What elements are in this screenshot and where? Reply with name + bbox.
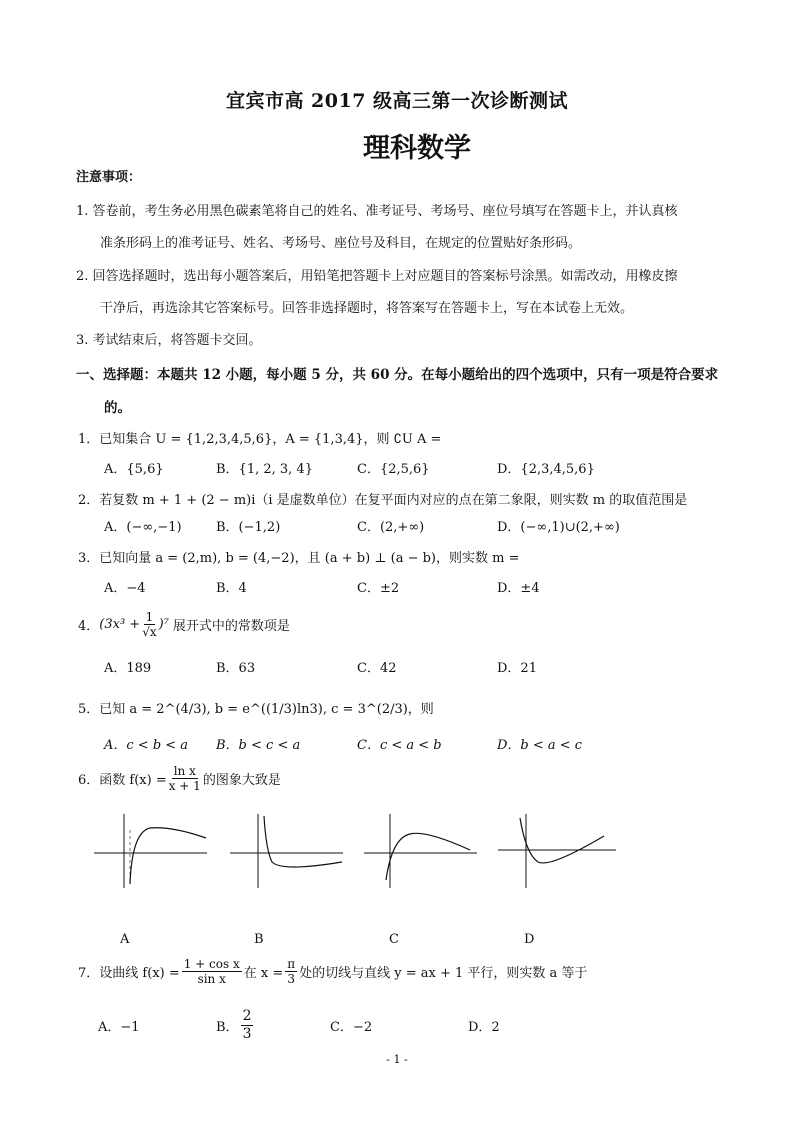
question-7-stem	[78, 957, 587, 986]
q7-suffix: 处的切线与直线 y = ax + 1 平行，则实数 a 等于	[299, 966, 588, 981]
graph-a	[92, 810, 212, 890]
q5-option-d: D．b < a < c	[497, 738, 583, 753]
q7-fraction	[182, 957, 242, 986]
q7-option-d: D．2	[468, 1020, 500, 1035]
q3-option-a: A．−4	[104, 581, 146, 596]
q2-option-b: B．(−1,2)	[216, 520, 281, 535]
q2-option-c: C．(2,+∞)	[357, 520, 425, 535]
q2-option-d: D．(−∞,1)∪(2,+∞)	[497, 520, 620, 535]
q4-expr-right: )⁷	[158, 617, 169, 632]
question-2-stem: 2．若复数 m + 1 + (2 − m)i（i 是虚数单位）在复平面内对应的点在第二象限，则实数 m 的取值范围是	[78, 493, 688, 508]
question-4-stem	[78, 610, 290, 639]
graph-label-b: B	[254, 932, 264, 947]
q7-prefix: 7．设曲线 f(x) =	[78, 966, 180, 981]
question-1-stem: 1．已知集合 U = {1,2,3,4,5,6}，A = {1,3,4}，则 ∁U A =	[78, 432, 442, 447]
q7-option-b-den: 3	[242, 1026, 252, 1042]
q7-frac2-num: π	[287, 957, 296, 971]
graph-c-curve	[386, 833, 470, 880]
q4-option-a: A．189	[104, 661, 152, 676]
q7-option-c: C．−2	[330, 1020, 373, 1035]
q7-frac-num: 1 + cos x	[183, 957, 240, 971]
q1-option-d: D．{2,3,4,5,6}	[497, 462, 595, 477]
question-6-stem	[78, 764, 281, 793]
graph-c	[362, 810, 482, 890]
q7-option-b-label: B．	[216, 1020, 239, 1035]
q6-frac-num: ln x	[173, 764, 196, 778]
q4-option-d: D．21	[497, 661, 537, 676]
notice-heading: 注意事项：	[76, 170, 142, 185]
graph-label-d: D	[524, 932, 535, 947]
q5-option-a: A．c < b < a	[104, 738, 189, 753]
q4-fraction	[142, 610, 156, 639]
q1-option-a: A．{5,6}	[104, 462, 164, 477]
q4-option-c: C．42	[357, 661, 397, 676]
q6-suffix: 的图象大致是	[202, 773, 281, 788]
exam-subject: 理科数学	[363, 133, 471, 164]
q7-frac2-den: 3	[287, 972, 295, 986]
q3-option-b: B．4	[216, 581, 247, 596]
section-heading-line1: 一、选择题：本题共 12 小题，每小题 5 分，共 60 分。在每小题给出的四个选项中，只有一项是符合要求	[76, 367, 719, 383]
notice-item-2-line2: 干净后，再选涂其它答案标号。回答非选择题时，将答案写在答题卡上，写在本试卷上无效。	[100, 301, 634, 316]
q6-frac-den: x + 1	[168, 779, 201, 793]
q7-frac-den: sin x	[197, 972, 226, 986]
q7-option-b	[216, 1008, 255, 1043]
graph-label-a: A	[120, 932, 130, 947]
notice-item-1-line1: 1. 答卷前，考生务必用黑色碳素笔将自己的姓名、准考证号、考场号、座位号填写在答题卡上，并认真核	[76, 204, 678, 219]
q4-frac-num: 1	[145, 610, 154, 624]
q7-option-b-fraction	[241, 1008, 254, 1043]
q6-fraction	[169, 764, 201, 793]
question-3-stem: 3．已知向量 a = (2,m), b = (4,−2)，且 (a + b) ⊥ (a − b)，则实数 m =	[78, 551, 520, 566]
q7-mid: 在 x =	[243, 966, 284, 981]
q4-expr-left: (3x³ +	[99, 617, 141, 632]
page-number: - 1 -	[386, 1053, 408, 1066]
section-heading-line2: 的。	[104, 400, 131, 416]
q3-option-d: D．±4	[497, 581, 540, 596]
q6-prefix: 6．函数 f(x) =	[78, 773, 167, 788]
q5-option-b: B．b < c < a	[216, 738, 301, 753]
q4-frac-den: √x	[142, 625, 157, 639]
q4-prefix: 4．	[78, 619, 100, 634]
graph-b	[228, 810, 348, 890]
q3-option-c: C．±2	[357, 581, 400, 596]
q4-option-b: B．63	[216, 661, 256, 676]
graph-d	[496, 810, 621, 890]
q2-option-a: A．(−∞,−1)	[104, 520, 182, 535]
notice-item-3: 3. 考试结束后，将答题卡交回。	[76, 333, 262, 348]
q1-option-c: C．{2,5,6}	[357, 462, 430, 477]
q4-suffix: 展开式中的常数项是	[172, 619, 290, 634]
notice-item-1-line2: 准条形码上的准考证号、姓名、考场号、座位号及科目，在规定的位置贴好条形码。	[100, 236, 582, 251]
graph-a-curve	[130, 828, 206, 884]
notice-item-2-line1: 2. 回答选择题时，选出每小题答案后，用铅笔把答题卡上对应题目的答案标号涂黑。如需改动，用橡皮擦	[76, 269, 678, 284]
graph-d-curve	[520, 818, 604, 863]
q5-option-c: C．c < a < b	[357, 738, 442, 753]
q7-option-b-num: 2	[242, 1008, 252, 1024]
q7-fraction-2	[285, 957, 297, 986]
q1-option-b: B．{1, 2, 3, 4}	[216, 462, 313, 477]
graph-b-curve	[264, 816, 342, 867]
q7-option-a: A．−1	[98, 1020, 140, 1035]
exam-title: 宜宾市高 2017 级高三第一次诊断测试	[225, 90, 569, 112]
question-5-stem: 5．已知 a = 2^(4/3), b = e^((1/3)ln3), c = 3^(2/3)，则	[78, 702, 434, 717]
graph-label-c: C	[389, 932, 399, 947]
